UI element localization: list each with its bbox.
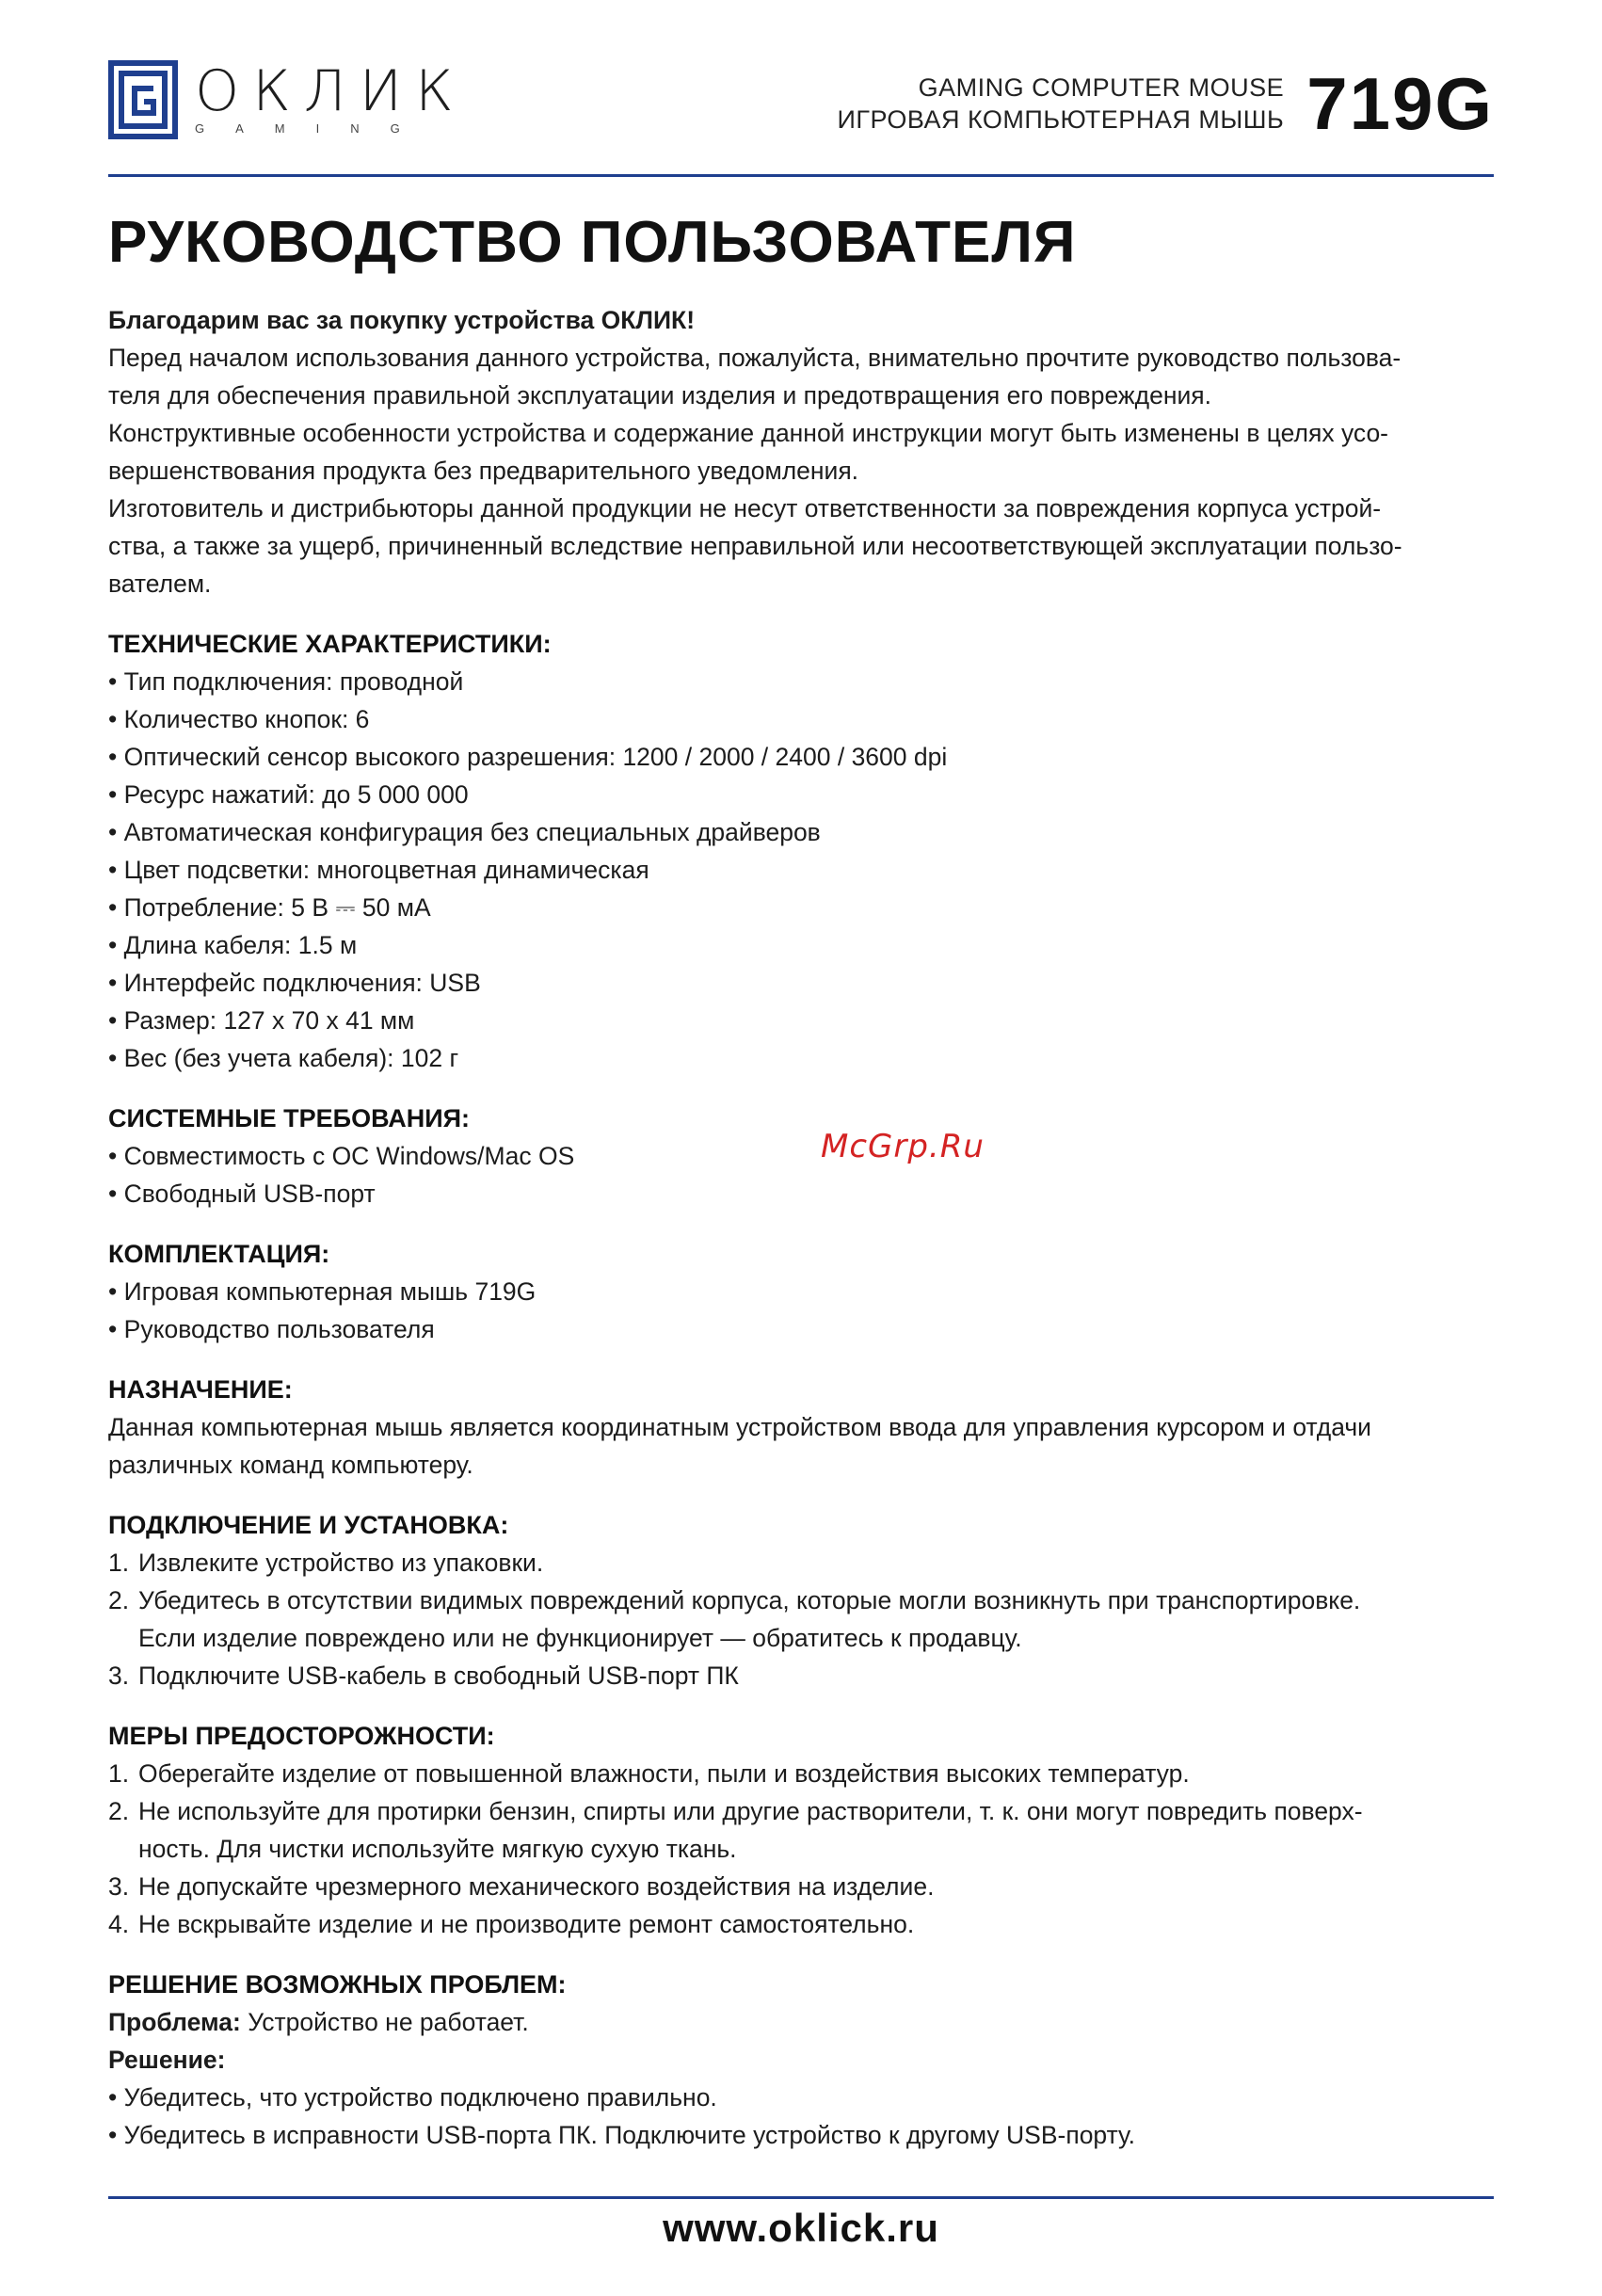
install-heading: ПОДКЛЮЧЕНИЕ И УСТАНОВКА: xyxy=(108,1511,509,1539)
manual-page xyxy=(108,0,1494,2296)
intro-p3-line: Изготовитель и дистрибьюторы данной продукции не несут ответственности за повреждения корпуса устрой- xyxy=(108,494,1382,522)
item-number: 3. xyxy=(108,1662,130,1690)
model-number: 719G xyxy=(1306,62,1494,145)
precautions-list xyxy=(108,1755,1494,1943)
troubleshoot-heading: РЕШЕНИЕ ВОЗМОЖНЫХ ПРОБЛЕМ: xyxy=(108,1970,567,1999)
intro-p3-line: вателем. xyxy=(108,570,212,598)
intro-p2-line: вершенствования продукта без предварительного уведомления. xyxy=(108,457,859,485)
watermark: McGrp.Ru xyxy=(821,1128,985,1165)
oklick-logo-icon xyxy=(108,60,178,139)
content xyxy=(108,209,1494,2154)
item-text: Не допускайте чрезмерного механического воздействия на изделие. xyxy=(138,1872,935,1901)
list-item: • Потребление: 5 В ⎓ 50 мА xyxy=(108,889,1494,926)
list-item: • Интерфейс подключения: USB xyxy=(108,964,1494,1002)
item-text: Подключите USB-кабель в свободный USB-порт ПК xyxy=(138,1662,739,1690)
logo-subtitle: GAMING xyxy=(195,121,431,136)
list-item: • Руководство пользователя xyxy=(108,1310,1494,1348)
list-item xyxy=(108,1792,1494,1830)
list-item: • Автоматическая конфигурация без специальных драйверов xyxy=(108,813,1494,851)
model-line-ru: ИГРОВАЯ КОМПЬЮТЕРНАЯ МЫШЬ xyxy=(837,105,1285,134)
intro-paragraph-3 xyxy=(108,490,1494,602)
problem-label: Проблема: xyxy=(108,2008,241,2036)
item-text: Не используйте для протирки бензин, спирты или другие растворители, т. к. они могут повредить поверх- xyxy=(138,1797,1363,1825)
thanks-line: Благодарим вас за покупку устройства ОКЛИК! xyxy=(108,306,696,334)
package-heading: КОМПЛЕКТАЦИЯ: xyxy=(108,1240,330,1268)
list-item: • Длина кабеля: 1.5 м xyxy=(108,926,1494,964)
intro-p1-line: Перед началом использования данного устройства, пожалуйста, внимательно прочтите руководство пользова- xyxy=(108,344,1402,372)
problem-text: Устройство не работает. xyxy=(240,2008,529,2036)
item-number: 4. xyxy=(108,1910,130,1938)
precautions-heading: МЕРЫ ПРЕДОСТОРОЖНОСТИ: xyxy=(108,1722,495,1750)
item-number: 2. xyxy=(108,1797,130,1825)
purpose-line: Данная компьютерная мышь является координатным устройством ввода для управления курсором и отдачи xyxy=(108,1413,1371,1441)
list-item: • Количество кнопок: 6 xyxy=(108,700,1494,738)
package-list xyxy=(108,1273,1494,1348)
install-list xyxy=(108,1544,1494,1694)
list-item xyxy=(108,1868,1494,1905)
list-item: • Игровая компьютерная мышь 719G xyxy=(108,1273,1494,1310)
list-item: • Цвет подсветки: многоцветная динамическая xyxy=(108,851,1494,889)
list-item xyxy=(108,1657,1494,1694)
list-item: • Совместимость с ОС Windows/Mac OS xyxy=(108,1137,1494,1175)
system-heading: СИСТЕМНЫЕ ТРЕБОВАНИЯ: xyxy=(108,1104,471,1132)
intro-paragraph-1 xyxy=(108,339,1494,414)
item-number: 1. xyxy=(108,1759,130,1788)
intro-p2-line: Конструктивные особенности устройства и содержание данной инструкции могут быть изменены в целях усо- xyxy=(108,419,1389,447)
item-continuation: Если изделие повреждено или не функционирует — обратитесь к продавцу. xyxy=(138,1624,1022,1652)
system-list xyxy=(108,1137,1494,1212)
list-item: • Тип подключения: проводной xyxy=(108,663,1494,700)
list-item: • Размер: 127 x 70 x 41 мм xyxy=(108,1002,1494,1039)
list-item xyxy=(108,1905,1494,1943)
brand-logo xyxy=(108,60,467,139)
list-item xyxy=(108,1544,1494,1582)
solution-label: Решение: xyxy=(108,2046,226,2074)
item-number: 1. xyxy=(108,1549,130,1577)
problem-line xyxy=(108,2003,1494,2041)
purpose-line: различных команд компьютеру. xyxy=(108,1451,473,1479)
intro-p3-line: ства, а также за ущерб, причиненный вследствие неправильной или несоответствующей эксплуатации пользо- xyxy=(108,532,1402,560)
list-item: • Вес (без учета кабеля): 102 г xyxy=(108,1039,1494,1077)
logo-wordmark: ОКЛИК xyxy=(195,58,467,124)
item-text: Извлеките устройство из упаковки. xyxy=(138,1549,544,1577)
solution-list xyxy=(108,2079,1494,2154)
list-item: • Ресурс нажатий: до 5 000 000 xyxy=(108,776,1494,813)
list-item: • Свободный USB-порт xyxy=(108,1175,1494,1212)
footer-divider xyxy=(108,2196,1494,2199)
list-item xyxy=(108,1582,1494,1619)
item-continuation: ность. Для чистки используйте мягкую сухую ткань. xyxy=(138,1835,737,1863)
list-item: • Оптический сенсор высокого разрешения: 1200 / 2000 / 2400 / 3600 dpi xyxy=(108,738,1494,776)
list-item: • Убедитесь в исправности USB-порта ПК. Подключите устройство к другому USB-порту. xyxy=(108,2116,1494,2154)
intro-paragraph-2 xyxy=(108,414,1494,490)
specs-list xyxy=(108,663,1494,1077)
header-divider xyxy=(108,174,1494,177)
model-block xyxy=(837,62,1494,145)
purpose-heading: НАЗНАЧЕНИЕ: xyxy=(108,1375,293,1404)
page-title: РУКОВОДСТВО ПОЛЬЗОВАТЕЛЯ xyxy=(108,210,1077,275)
specs-heading: ТЕХНИЧЕСКИЕ ХАРАКТЕРИСТИКИ: xyxy=(108,630,552,658)
header xyxy=(108,49,1494,153)
footer-url: www.oklick.ru xyxy=(663,2206,939,2250)
item-text: Оберегайте изделие от повышенной влажности, пыли и воздействия высоких температур. xyxy=(138,1759,1190,1788)
item-text: Убедитесь в отсутствии видимых повреждений корпуса, которые могли возникнуть при транспортировке. xyxy=(138,1586,1361,1614)
item-text: Не вскрывайте изделие и не производите ремонт самостоятельно. xyxy=(138,1910,915,1938)
model-line-en: GAMING COMPUTER MOUSE xyxy=(918,73,1285,102)
list-item xyxy=(108,1755,1494,1792)
intro-p1-line: теля для обеспечения правильной эксплуатации изделия и предотвращения его повреждения. xyxy=(108,381,1211,409)
item-number: 2. xyxy=(108,1586,130,1614)
item-number: 3. xyxy=(108,1872,130,1901)
list-item: • Убедитесь, что устройство подключено правильно. xyxy=(108,2079,1494,2116)
